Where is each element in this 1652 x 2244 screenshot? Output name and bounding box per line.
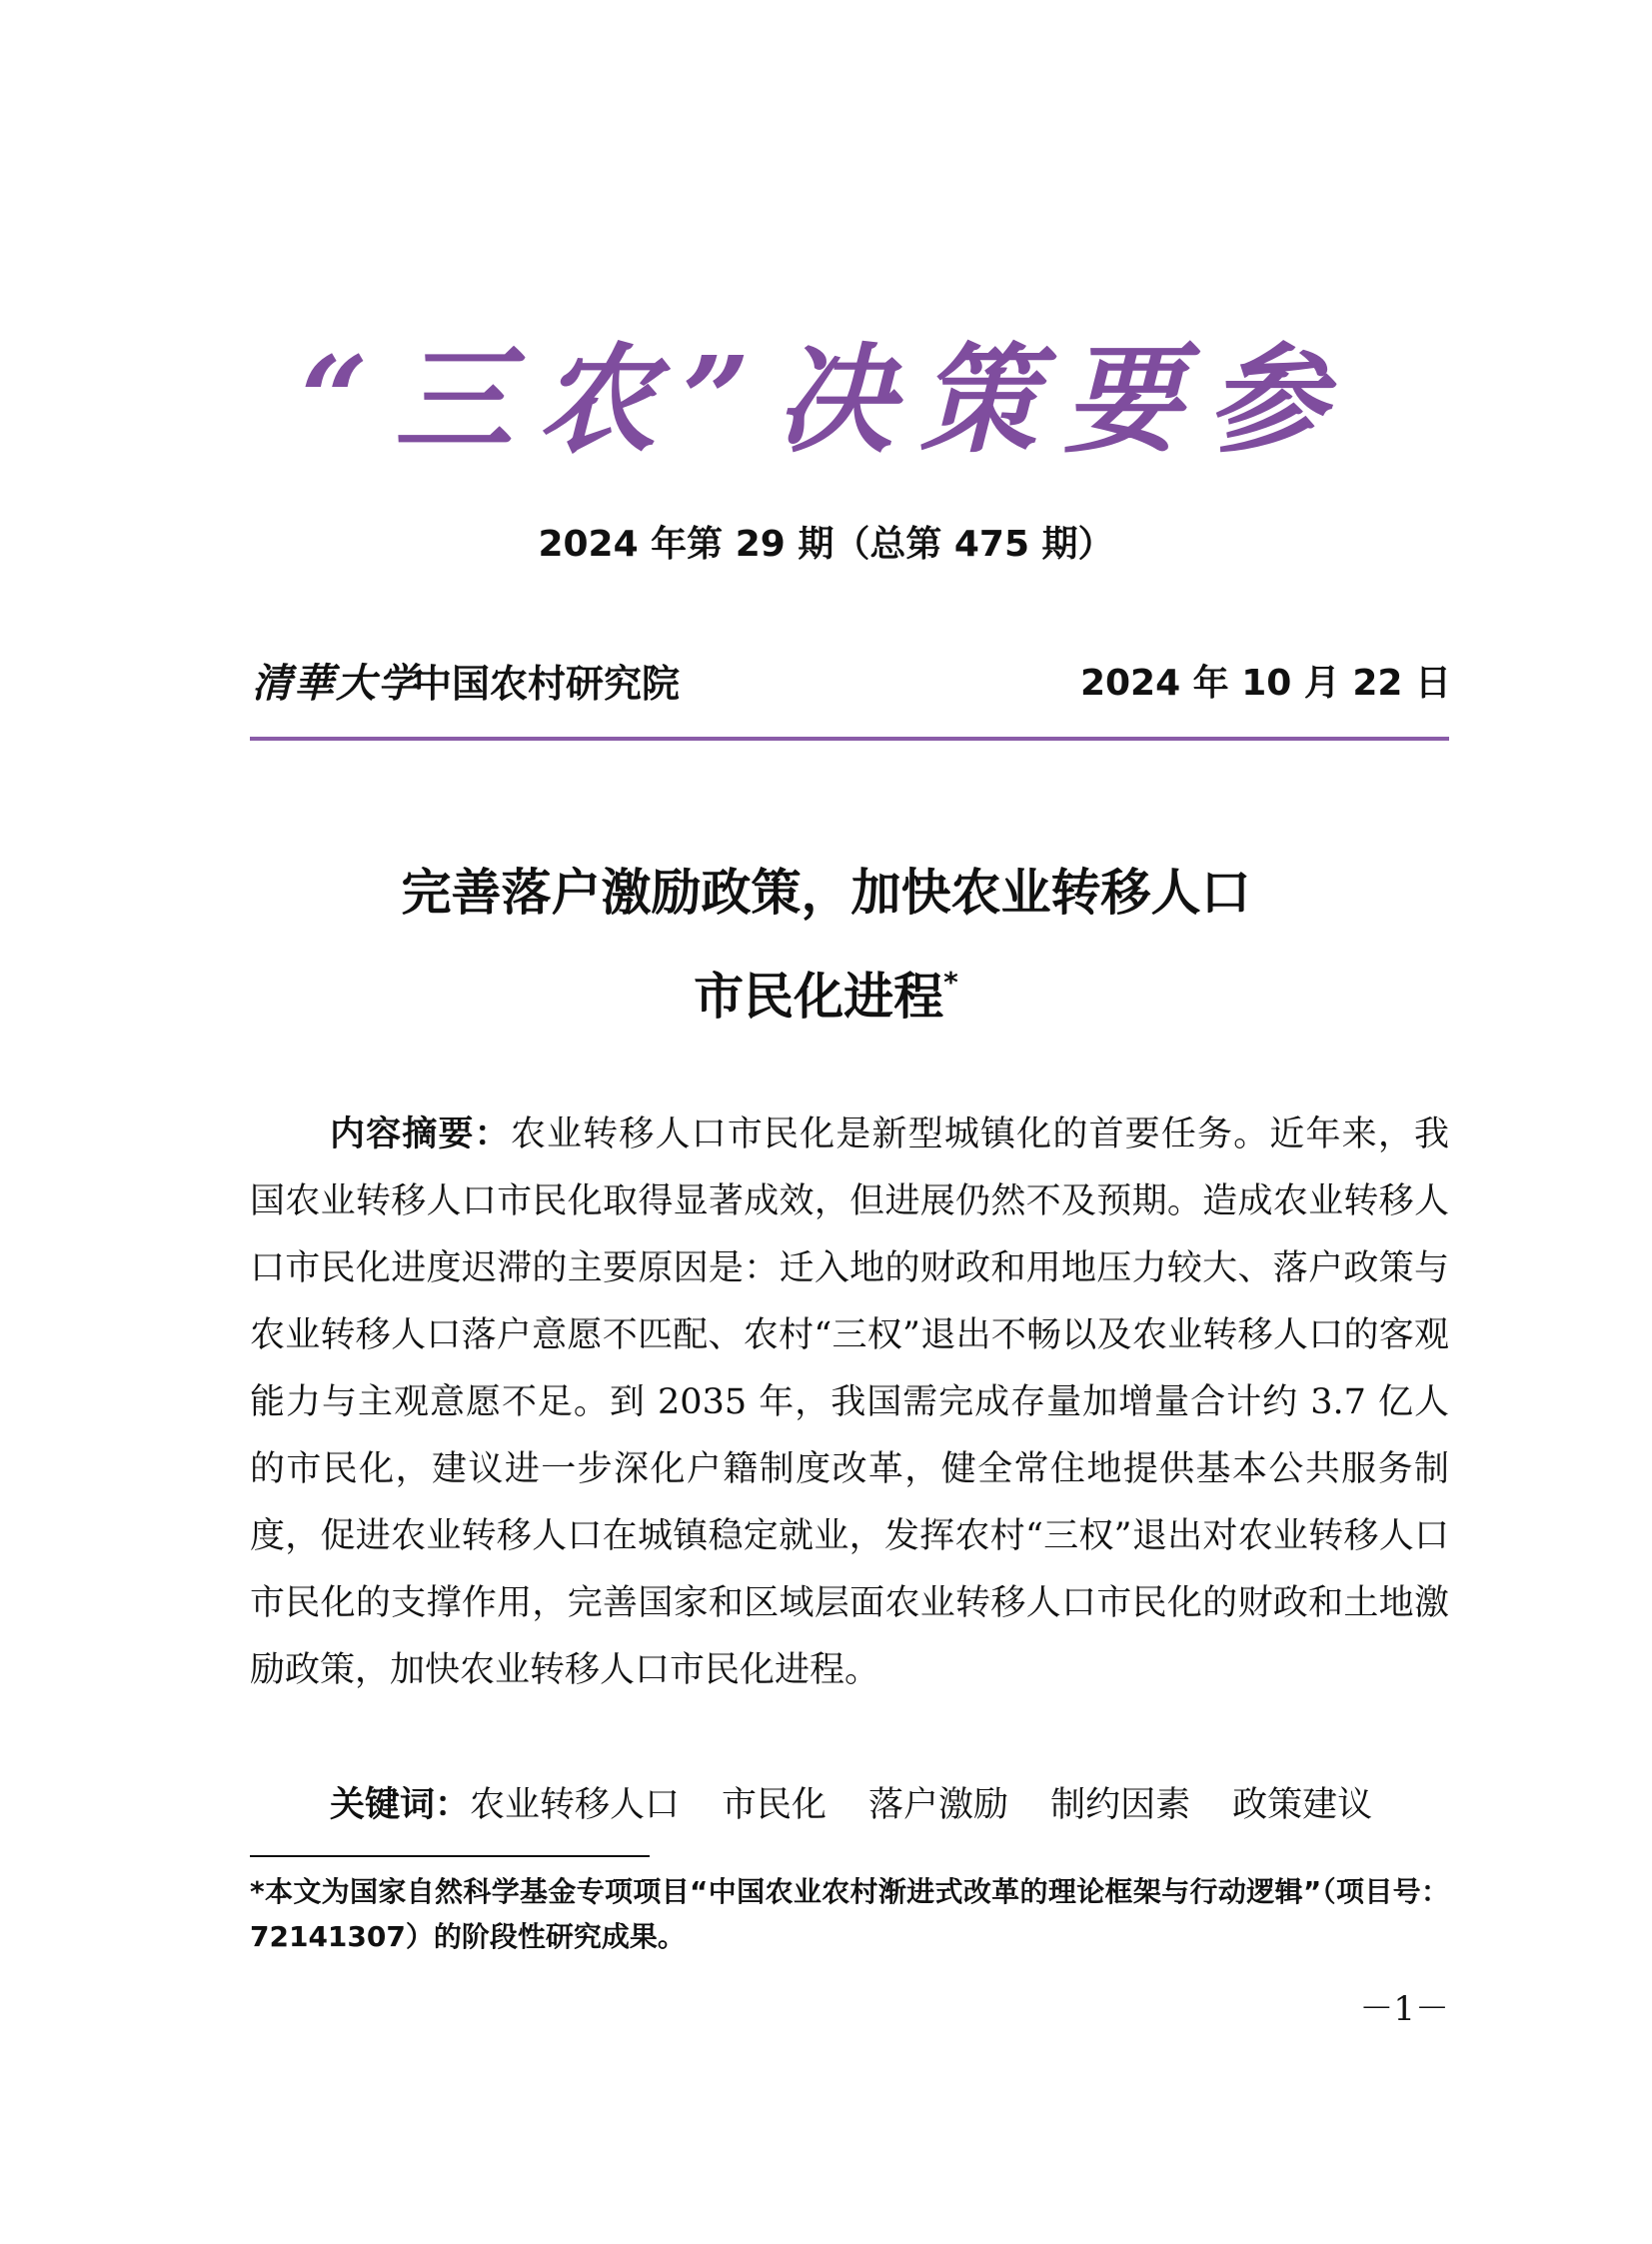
keywords-label: 关键词： [330,1785,471,1825]
keyword: 农业转移人口 [470,1785,681,1825]
footnote: *本文为国家自然科学基金专项项目“中国农业农村渐进式改革的理论框架与行动逻辑”（项目号：72141307）的阶段性研究成果。 [250,1875,1449,1953]
title-line-2-text: 市民化进程 [694,968,944,1026]
publication-date: 2024 年 10 月 22 日 [1079,663,1451,704]
abstract-text: 农业转移人口市民化是新型城镇化的首要任务。近年来，我国农业转移人口市民化取得显著成效，但进展仍然不及预期。造成农业转移人口市民化进度迟滞的主要原因是：迁入地的财政和用地压力较大、落户政策与农业转移人口落户意愿不匹配、农村“三权”退出不畅以及农业转移人口的客观能力与主观意愿不足。到 2035 年，我国需完成存量加增量合计约 3.7 亿人的市民化，建议进一步深化户籍制度改革，健全常住地提供基本公共服务制度，促进农业转移人口在城镇稳定就业，发挥农村“三权”退出对农业转移人口市民化的支撑作用，完善国家和区域层面农业转移人口市民化的财政和土地激励政策，加快农业转移人口市民化进程。 [250,1115,1449,1690]
keyword: 落户激励 [868,1785,1009,1825]
page-number: －1－ [1359,1989,1449,2029]
institute-name: 中国农村研究院 [414,662,681,706]
keyword: 政策建议 [1232,1785,1373,1825]
keyword: 市民化 [722,1785,827,1825]
publisher-row [252,652,1451,716]
keywords-line [330,1772,1449,1839]
header-divider [250,737,1449,741]
abstract-label: 内容摘要： [330,1115,511,1154]
issue-number: 2024 年第 29 期（总第 475 期） [538,524,1114,565]
footnote-divider [250,1855,650,1857]
keyword: 制约因素 [1050,1785,1191,1825]
title-line-2 [0,938,1652,1042]
title-line-1: 完善落户激励政策，加快农业转移人口 [401,864,1251,922]
article-title [0,848,1652,1042]
masthead-title: “三农”决策要参 [300,330,1352,469]
abstract-paragraph [250,1102,1449,1704]
university-logo: 清華大学 [252,660,420,707]
footnote-marker: * [943,966,958,999]
